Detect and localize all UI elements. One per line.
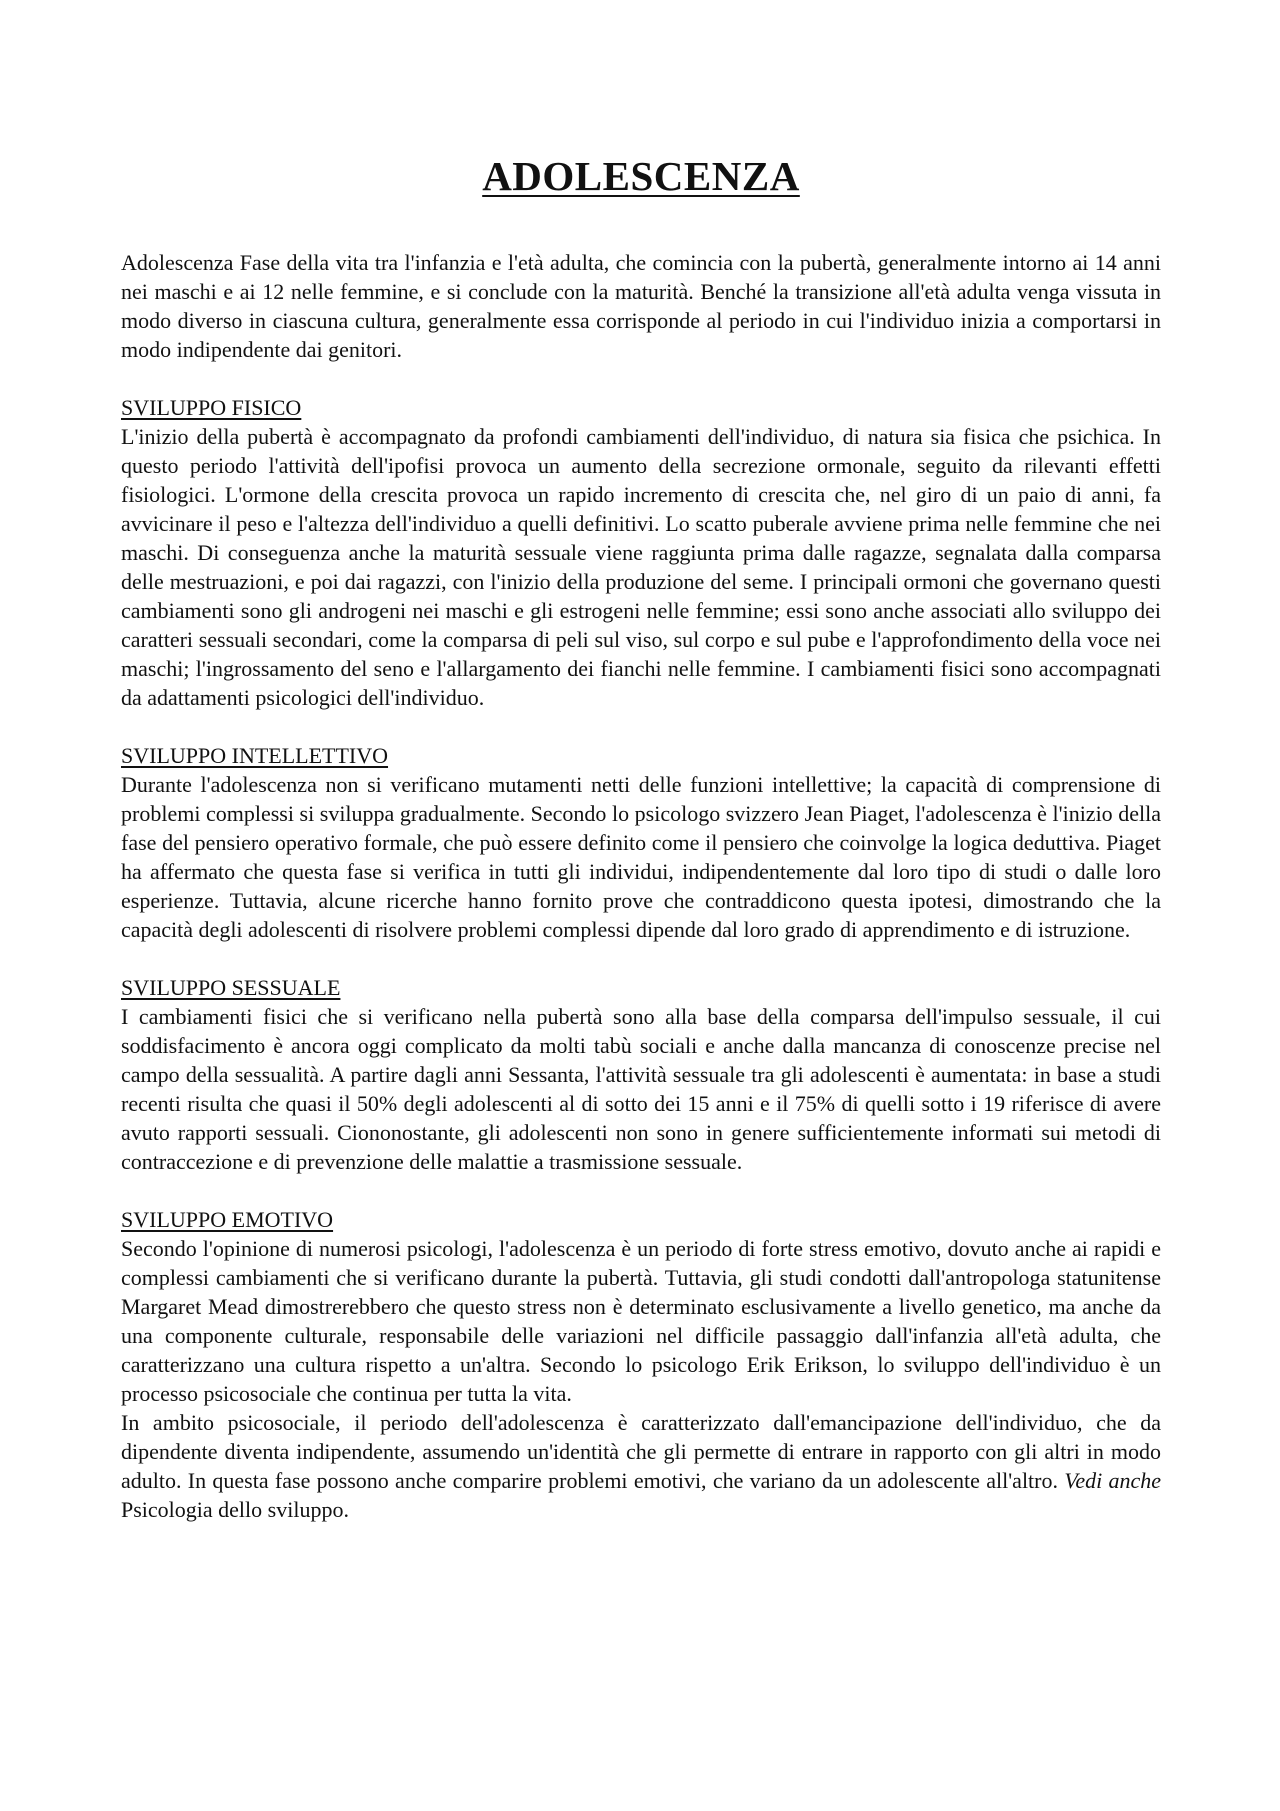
section-heading: SVILUPPO SESSUALE [121, 975, 341, 1000]
section-paragraph-2 [121, 1408, 1161, 1524]
see-also-label: Vedi anche [1064, 1468, 1162, 1493]
section-paragraph: L'inizio della pubertà è accompagnato da profondi cambiamenti dell'individuo, di natura sia fisica che psichica. In questo periodo l'attività dell'ipofisi provoca un aumento della secrezione ormonale, seguito da rilevanti effetti fisiologici. L'ormone della crescita provoca un rapido incremento di crescita che, nel giro di un paio di anni, fa avvicinare il peso e l'altezza dell'individuo a quelli definitivi. Lo scatto puberale avviene prima nelle femmine che nei maschi. Di conseguenza anche la maturità sessuale viene raggiunta prima dalle ragazze, segnalata dalla comparsa delle mestruazioni, e poi dai ragazzi, con l'inizio della produzione del seme. I principali ormoni che governano questi cambiamenti sono gli androgeni nei maschi e gli estrogeni nelle femmine; essi sono anche associati allo sviluppo dei caratteri sessuali secondari, come la comparsa di peli sul viso, sul corpo e sul pube e l'approfondimento della voce nei maschi; l'ingrossamento del seno e l'allargamento dei fianchi nelle femmine. I cambiamenti fisici sono accompagnati da adattamenti psicologici dell'individuo. [121, 424, 1161, 710]
section-heading: SVILUPPO EMOTIVO [121, 1207, 334, 1232]
section-sviluppo-emotivo [121, 1205, 1161, 1524]
see-also-target: Psicologia dello sviluppo. [121, 1497, 349, 1522]
section-heading: SVILUPPO INTELLETTIVO [121, 743, 389, 768]
section-sviluppo-intellettivo [121, 741, 1161, 944]
section-heading: SVILUPPO FISICO [121, 395, 302, 420]
intro-paragraph: Adolescenza Fase della vita tra l'infanzia e l'età adulta, che comincia con la pubertà, generalmente intorno ai 14 anni nei maschi e ai 12 nelle femmine, e si conclude con la maturità. Benché la transizione all'età adulta venga vissuta in modo diverso in ciascuna cultura, generalmente essa corrisponde al periodo in cui l'individuo inizia a comportarsi in modo indipendente dai genitori. [121, 250, 1161, 362]
intro-section [121, 248, 1161, 364]
section-paragraph: I cambiamenti fisici che si verificano nella pubertà sono alla base della comparsa dell'impulso sessuale, il cui soddisfacimento è ancora oggi complicato da molti tabù sociali e anche dalla mancanza di conoscenze precise nel campo della sessualità. A partire dagli anni Sessanta, l'attività sessuale tra gli adolescenti è aumentata: in base a studi recenti risulta che quasi il 50% degli adolescenti al di sotto dei 15 anni e il 75% di quelli sotto i 19 riferisce di avere avuto rapporti sessuali. Ciononostante, gli adolescenti non sono in genere sufficientemente informati sui metodi di contraccezione e di prevenzione delle malattie a trasmissione sessuale. [121, 1004, 1161, 1174]
document-title: ADOLESCENZA [482, 153, 800, 199]
section-paragraph: Durante l'adolescenza non si verificano mutamenti netti delle funzioni intellettive; la capacità di comprensione di problemi complessi si sviluppa gradualmente. Secondo lo psicologo svizzero Jean Piaget, l'adolescenza è l'inizio della fase del pensiero operativo formale, che può essere definito come il pensiero che coinvolge la logica deduttiva. Piaget ha affermato che questa fase si verifica in tutti gli individui, indipendentemente dal loro tipo di studi o dalle loro esperienze. Tuttavia, alcune ricerche hanno fornito prove che contraddicono questa ipotesi, dimostrando che la capacità degli adolescenti di risolvere problemi complessi dipende dal loro grado di apprendimento e di istruzione. [121, 772, 1161, 942]
section-sviluppo-sessuale [121, 973, 1161, 1176]
section-sviluppo-fisico [121, 393, 1161, 712]
section-paragraph: Secondo l'opinione di numerosi psicologi, l'adolescenza è un periodo di forte stress emotivo, dovuto anche ai rapidi e complessi cambiamenti che si verificano durante la pubertà. Tuttavia, gli studi condotti dall'antropologa statunitense Margaret Mead dimostrerebbero che questo stress non è determinato esclusivamente a livello genetico, ma anche da una componente culturale, responsabile delle variazioni nel difficile passaggio dall'infanzia all'età adulta, che caratterizzano una cultura rispetto a un'altra. Secondo lo psicologo Erik Erikson, lo sviluppo dell'individuo è un processo psicosociale che continua per tutta la vita. [121, 1236, 1161, 1406]
document-page [121, 0, 1161, 1811]
paragraph-text: In ambito psicosociale, il periodo dell'adolescenza è caratterizzato dall'emancipazione dell'individuo, che da dipendente diventa indipendente, assumendo un'identità che gli permette di entrare in rapporto con gli altri in modo adulto. In questa fase possono anche comparire problemi emotivi, che variano da un adolescente all'altro. [121, 1410, 1161, 1493]
